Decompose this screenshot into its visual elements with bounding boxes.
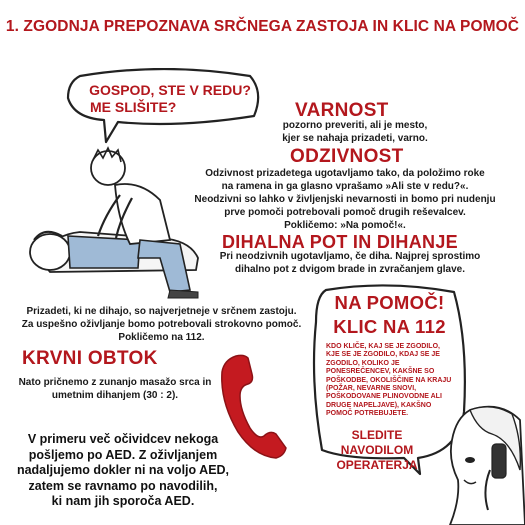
- responsiveness-line-3: Neodzivni so lahko v življenjski nevarnosti in bomo pri nudenju: [194, 194, 496, 205]
- page-title: 1. ZGODNJA PREPOZNAVA SRČNEGA ZASTOJA IN KLIC NA POMOČ: [5, 18, 520, 35]
- call-instr-line: POŠKODOVANE PLINOVODNE ALI: [326, 393, 442, 401]
- airway-text: [200, 250, 500, 276]
- airway-line-1: Pri neodzivnih ugotavljamo, če diha. Najprej sprostimo: [219, 251, 481, 262]
- operator-illustration: [430, 400, 525, 525]
- aed-line-5: ki nam jih sporoča AED.: [51, 494, 195, 508]
- aed-line-3: nadaljujemo dokler ni na voljo AED,: [16, 463, 230, 477]
- responsiveness-line-4: prve pomoči potrebovali pomoč drugih reševalcev.: [224, 207, 466, 218]
- follow-line-2: NAVODILOM: [340, 443, 414, 457]
- airway-heading: DIHALNA POT IN DIHANJE: [222, 232, 458, 252]
- speech-bubble-text: [80, 82, 260, 116]
- call-help-heading-2: KLIC NA 112: [333, 316, 446, 337]
- follow-operator-text: [322, 428, 432, 473]
- aed-line-1: V primeru več očividcev nekoga: [27, 432, 219, 446]
- not-breathing-text: [4, 305, 319, 344]
- responsiveness-line-2: na ramena in ga glasno vprašamo »Ali ste v redu?«.: [221, 181, 469, 192]
- circulation-line-2: umetnim dihanjem (30 : 2).: [51, 390, 179, 401]
- responsiveness-text: [180, 167, 510, 232]
- not-breathing-line-1: Prizadeti, ki ne dihajo, so najverjetneje v srčnem zastoju.: [26, 306, 297, 317]
- aed-line-4: zatem se ravnamo po navodilih,: [28, 478, 218, 493]
- call-instr-line: KDO KLIČE, KAJ SE JE ZGODILO,: [326, 343, 440, 350]
- safety-line-2: kjer se nahaja prizadeti, varno.: [282, 133, 428, 144]
- circulation-heading: KRVNI OBTOK: [22, 348, 158, 369]
- aed-text: [8, 432, 238, 510]
- responsiveness-line-1: Odzivnost prizadetega ugotavljamo tako, da položimo roke: [205, 168, 485, 179]
- speech-line-1: GOSPOD, STE V REDU?: [89, 82, 251, 98]
- call-instr-line: POMOČ POTREBUJETE.: [326, 410, 409, 418]
- call-instr-line: (POŽAR, NEVARNE SNOVI,: [326, 385, 417, 393]
- responsiveness-heading: ODZIVNOST: [290, 146, 404, 167]
- call-instr-line: POŠKODBE, OKOLIŠČINE NA KRAJU: [326, 376, 452, 384]
- speech-line-2: ME SLIŠITE?: [90, 99, 177, 115]
- aed-line-2: pošljemo po AED. Z oživljanjem: [28, 447, 218, 462]
- responsiveness-line-5: Pokličemo: »Na pomoč!«.: [284, 220, 406, 231]
- circulation-text: [15, 376, 215, 402]
- airway-line-2: dihalno pot z dvigom brade in zvračanjem glave.: [234, 264, 466, 275]
- call-instr-line: KJE SE JE ZGODILO, KDAJ SE JE: [326, 351, 440, 359]
- safety-text: [255, 119, 455, 145]
- follow-line-1: SLEDITE: [351, 428, 403, 442]
- follow-line-3: OPERATERJA: [336, 458, 418, 472]
- not-breathing-line-3: Pokličemo na 112.: [118, 332, 205, 343]
- call-help-heading-1: NA POMOČ!: [334, 292, 445, 313]
- call-instr-line: ZGODILO, KOLIKO JE: [326, 359, 400, 367]
- safety-heading: VARNOST: [295, 100, 389, 121]
- call-instr-line: DRUGE NAPELJAVE), KAKŠNO: [326, 401, 432, 409]
- circulation-line-1: Nato pričnemo z zunanjo masažo srca in: [18, 377, 212, 388]
- not-breathing-line-2: Za uspešno oživljanje bomo potrebovali strokovno pomoč.: [21, 319, 302, 330]
- safety-line-1: pozorno preveriti, ali je mesto,: [282, 120, 428, 131]
- call-instr-line: PONESREČENCEV, KAKŠNE SO: [326, 368, 435, 376]
